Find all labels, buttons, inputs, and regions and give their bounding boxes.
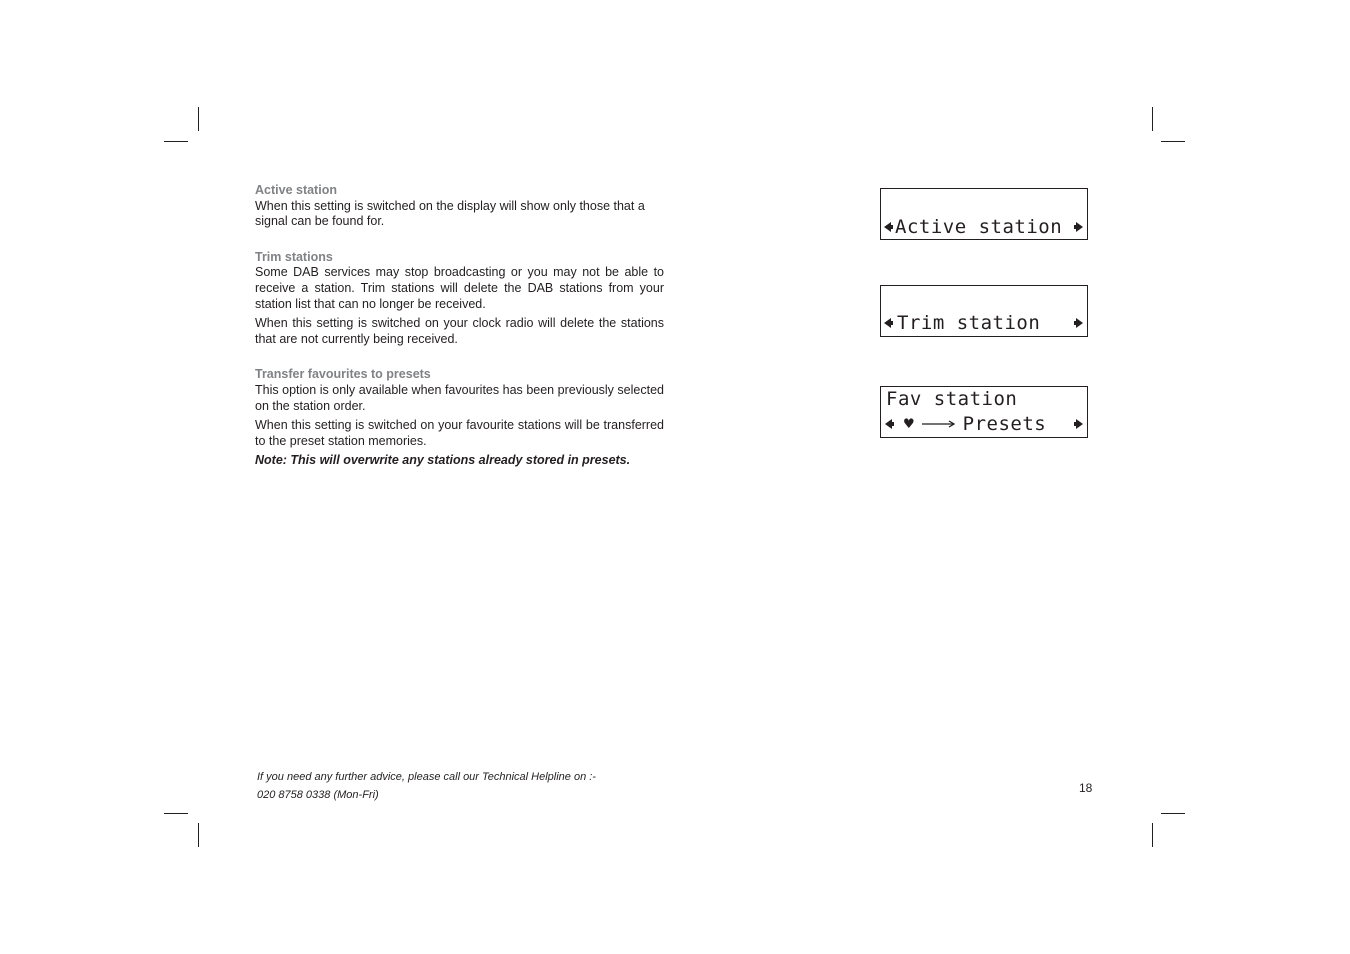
right-arrow-icon (1076, 318, 1083, 328)
lcd-text: Trim station (897, 312, 1041, 334)
crop-mark (1161, 813, 1185, 814)
section-note: Note: This will overwrite any stations already stored in presets. (255, 453, 631, 468)
section-paragraph: When this setting is switched on your clock radio will delete the stations that are not currently being received. (255, 316, 664, 346)
right-arrow-icon (1076, 419, 1083, 429)
section-heading: Trim stations (255, 249, 333, 264)
lcd-text: Active station (895, 216, 1063, 238)
section-paragraph: Some DAB services may stop broadcasting or you may not be able to receive a station. Trim stations will delete the DAB stations from your station list that can no longer be received. (255, 265, 664, 311)
lcd-text: Fav station (886, 388, 1018, 410)
right-arrow-icon (1076, 222, 1083, 232)
long-arrow-icon (922, 419, 956, 429)
page-number: 18 (1079, 781, 1093, 795)
crop-mark (198, 107, 199, 131)
crop-mark (1152, 823, 1153, 847)
helpline-text: If you need any further advice, please call our Technical Helpline on :- (257, 771, 596, 783)
left-arrow-icon (884, 318, 891, 328)
left-arrow-icon (885, 419, 892, 429)
manual-text-column (255, 183, 664, 489)
section-paragraph: This option is only available when favourites has been previously selected on the station order. (255, 382, 664, 413)
section-trim-stations (255, 250, 664, 348)
lcd-display-fav-station (880, 386, 1088, 438)
crop-mark (164, 813, 188, 814)
helpline-note (257, 768, 596, 804)
lcd-text: Presets (962, 413, 1047, 435)
section-transfer-favourites (255, 367, 664, 469)
heart-icon: ♥ (904, 414, 914, 433)
section-paragraph: When this setting is switched on the display will show only those that a signal can be found for. (255, 198, 645, 229)
helpline-phone: 020 8758 0338 (Mon-Fri) (257, 789, 379, 801)
crop-mark (1152, 107, 1153, 131)
crop-mark (164, 141, 188, 142)
left-arrow-icon (884, 222, 891, 232)
section-heading: Active station (255, 183, 337, 197)
section-active-station (255, 183, 664, 230)
section-paragraph: When this setting is switched on your favourite stations will be transferred to the preset station memories. (255, 418, 664, 448)
crop-mark (1161, 141, 1185, 142)
lcd-display-active-station (880, 188, 1088, 240)
lcd-display-trim-station (880, 285, 1088, 337)
section-heading: Transfer favourites to presets (255, 367, 431, 382)
crop-mark (198, 823, 199, 847)
